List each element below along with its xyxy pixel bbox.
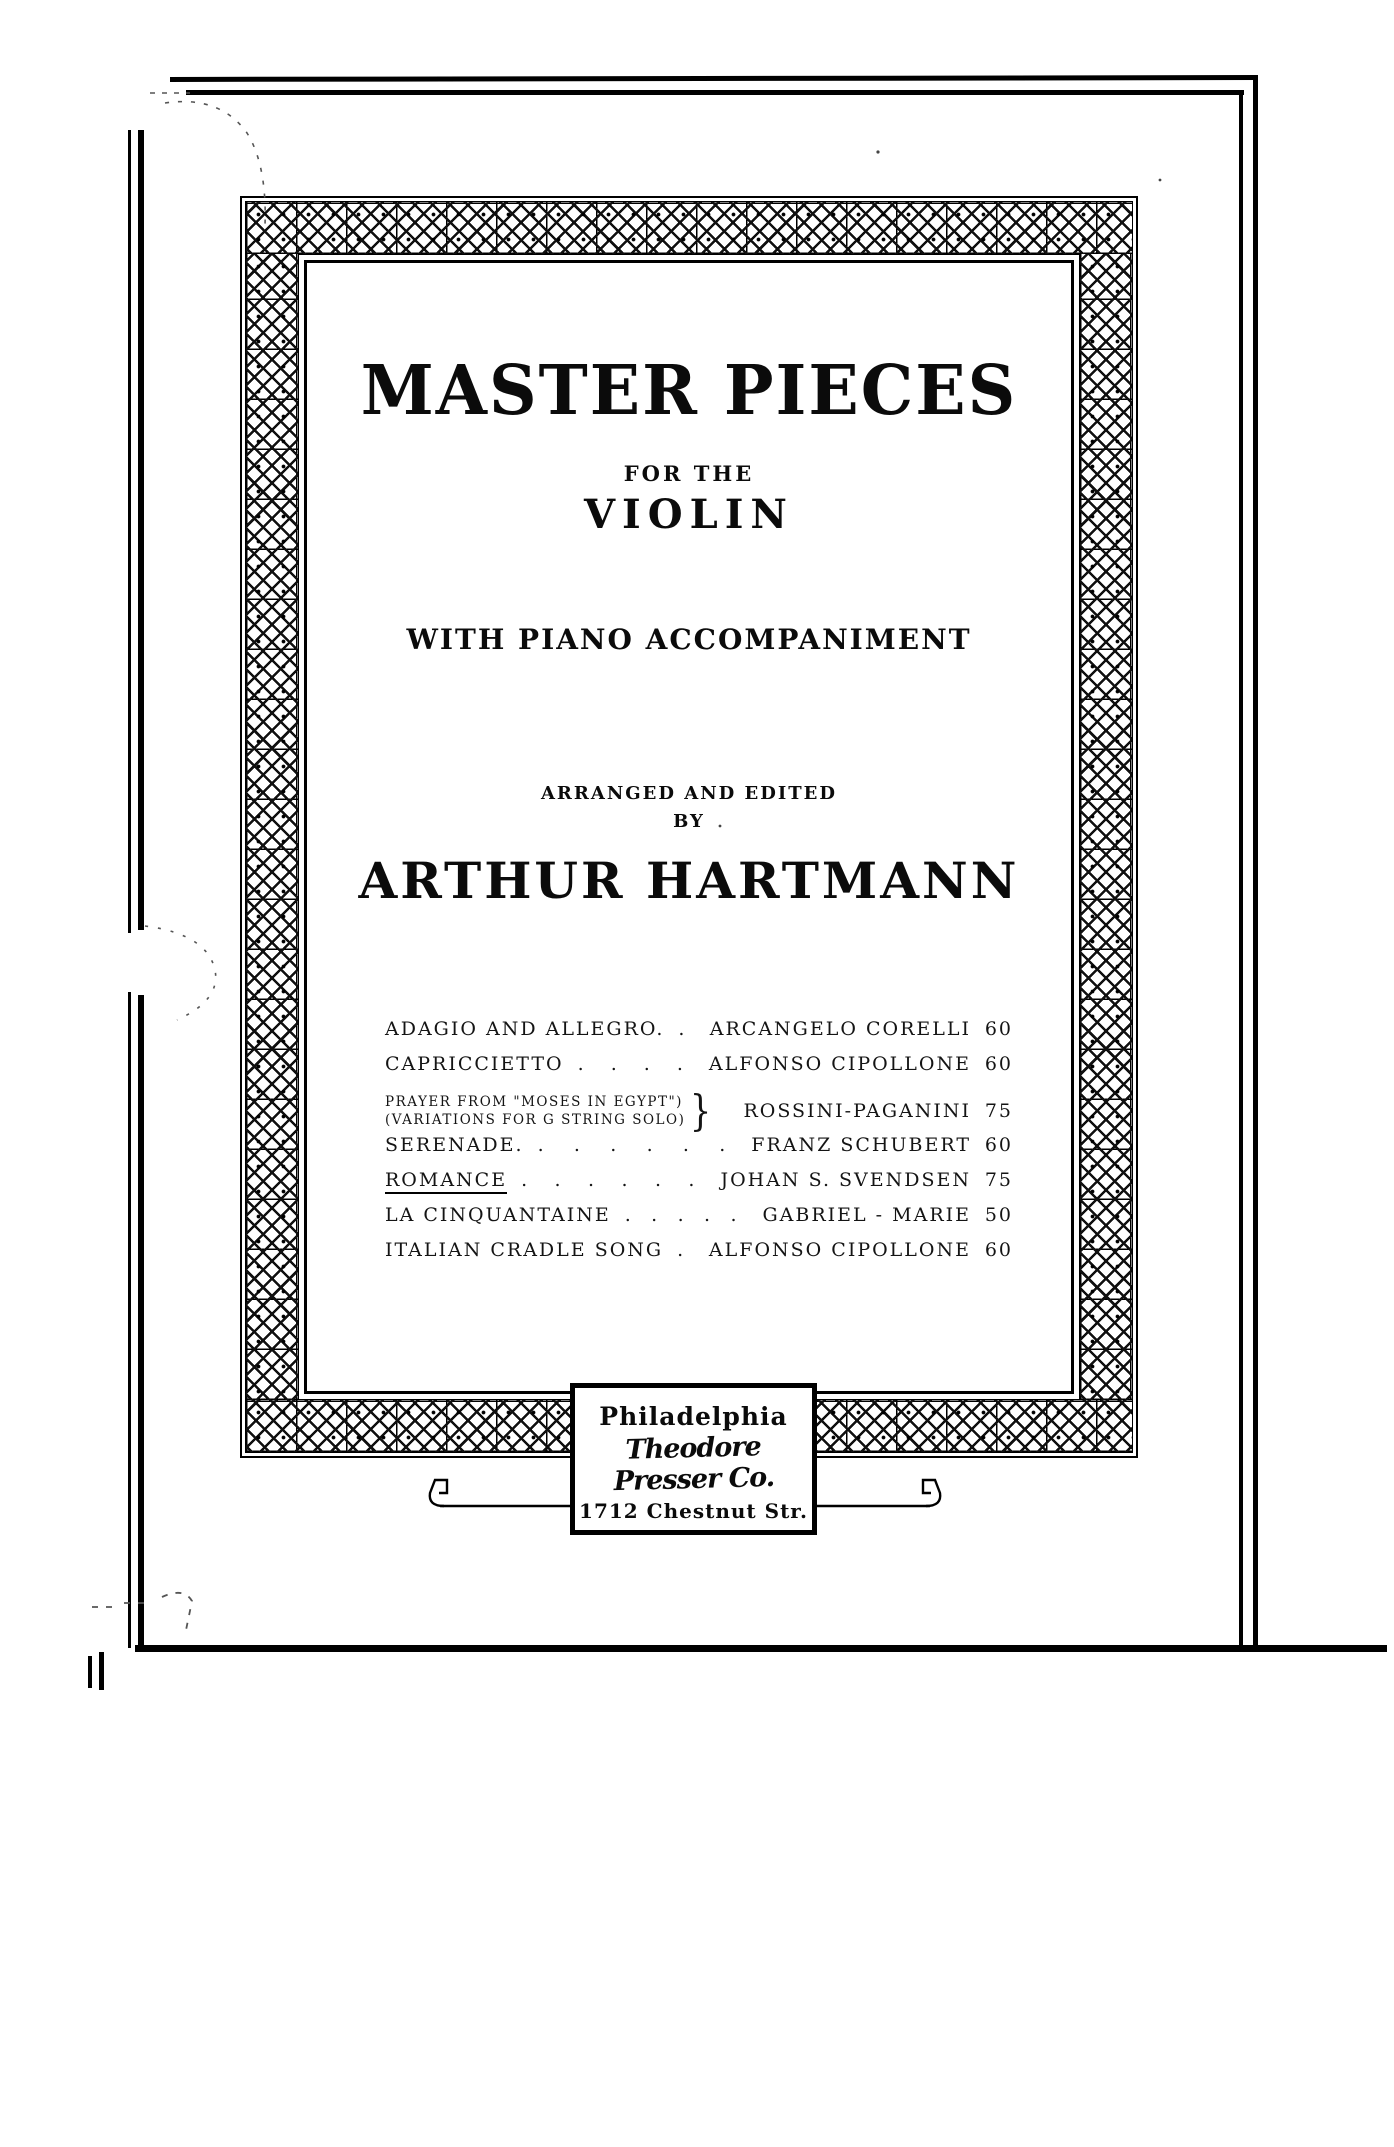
piece-title: LA CINQUANTAINE bbox=[385, 1204, 611, 1226]
leader-dots: . . . . . . bbox=[521, 1169, 697, 1191]
decorative-frame bbox=[240, 196, 1138, 1458]
piece-price: 60 bbox=[984, 1239, 1013, 1261]
page-edge-right-inner bbox=[1239, 92, 1243, 1648]
piece-price: 50 bbox=[984, 1204, 1013, 1226]
piece-row bbox=[385, 1018, 1013, 1053]
piece-composer: ROSSINI-PAGANINI bbox=[743, 1100, 971, 1122]
binding-mark-bottom-2 bbox=[99, 1652, 104, 1690]
piece-composer: GABRIEL - MARIE bbox=[762, 1204, 971, 1226]
piece-row bbox=[385, 1134, 1013, 1169]
page-edge-right-outer bbox=[1253, 78, 1258, 1650]
scroll-curl-right-icon bbox=[923, 1480, 940, 1506]
publisher-imprint-box bbox=[570, 1383, 817, 1535]
piece-price: 60 bbox=[984, 1018, 1013, 1040]
leader-dots: . . . . . bbox=[624, 1204, 739, 1226]
piece-title: SERENADE. bbox=[385, 1134, 524, 1156]
leader-dots: . bbox=[677, 1239, 686, 1261]
publisher-address: 1712 Chestnut Str. bbox=[579, 1499, 808, 1523]
piece-row bbox=[385, 1204, 1013, 1239]
piece-composer: FRANZ SCHUBERT bbox=[751, 1134, 971, 1156]
content-area bbox=[304, 260, 1074, 1394]
piece-price: 60 bbox=[984, 1134, 1013, 1156]
piece-row bbox=[385, 1169, 1013, 1204]
binding-mark-bottom-1 bbox=[88, 1656, 92, 1688]
brace-glyph: } bbox=[690, 1086, 714, 1135]
content-border bbox=[298, 254, 1080, 1400]
piece-composer: ALFONSO CIPOLLONE bbox=[708, 1053, 971, 1075]
subtitle-for-the: FOR THE bbox=[623, 461, 755, 486]
leader-dots: . . . . bbox=[577, 1053, 685, 1075]
piece-title-group bbox=[385, 1093, 685, 1129]
page-edge-top-outer bbox=[170, 75, 1258, 82]
ornament-band-right bbox=[1080, 254, 1132, 1400]
binding-line-inner-upper bbox=[138, 130, 144, 930]
piece-row bbox=[385, 1239, 1013, 1274]
page-edge-bottom bbox=[135, 1645, 1387, 1652]
scroll-curl-left-icon bbox=[430, 1480, 447, 1506]
piece-row bbox=[385, 1053, 1013, 1088]
page-title: MASTER PIECES bbox=[360, 349, 1018, 431]
binding-line-outer-upper bbox=[128, 130, 131, 933]
leader-dots: . . . . . . bbox=[537, 1134, 728, 1156]
ornament-band-left bbox=[246, 254, 298, 1400]
piece-composer: ARCANGELO CORELLI bbox=[709, 1018, 971, 1040]
piece-title: ITALIAN CRADLE SONG bbox=[385, 1239, 664, 1261]
instrument-title: VIOLIN bbox=[584, 491, 794, 538]
piece-price: 75 bbox=[984, 1169, 1013, 1191]
publisher-name: Theodore Presser Co. bbox=[613, 1431, 775, 1498]
piece-composer: ALFONSO CIPOLLONE bbox=[708, 1239, 971, 1261]
decorative-frame-inner-border bbox=[245, 201, 1133, 1453]
accompaniment-line: WITH PIANO ACCOMPANIMENT bbox=[406, 623, 972, 656]
piece-composer: JOHAN S. SVENDSEN bbox=[720, 1169, 971, 1191]
pieces-list bbox=[385, 1018, 1013, 1274]
binding-line-outer-lower bbox=[128, 992, 131, 1648]
leader-dots: . bbox=[678, 1018, 687, 1040]
piece-title-line2: (VARIATIONS FOR G STRING SOLO) bbox=[385, 1112, 686, 1128]
piece-title-line1: PRAYER FROM "MOSES IN EGYPT") bbox=[385, 1093, 683, 1110]
piece-row bbox=[385, 1088, 1013, 1134]
arranger-name: ARTHUR HARTMANN bbox=[358, 851, 1020, 910]
arranged-line: ARRANGED AND EDITED bbox=[540, 783, 838, 804]
page-edge-top-inner bbox=[186, 90, 1244, 95]
ornament-band-top bbox=[246, 202, 1132, 254]
piece-price: 60 bbox=[984, 1053, 1013, 1075]
piece-price: 75 bbox=[984, 1100, 1013, 1122]
arranged-by-line: BY bbox=[673, 811, 705, 832]
binding-line-inner-lower bbox=[138, 995, 144, 1648]
piece-title: ADAGIO AND ALLEGRO. bbox=[385, 1018, 665, 1040]
piece-title: ROMANCE bbox=[385, 1169, 507, 1194]
piece-title: CAPRICCIETTO bbox=[385, 1053, 564, 1075]
publisher-city: Philadelphia bbox=[599, 1402, 788, 1431]
